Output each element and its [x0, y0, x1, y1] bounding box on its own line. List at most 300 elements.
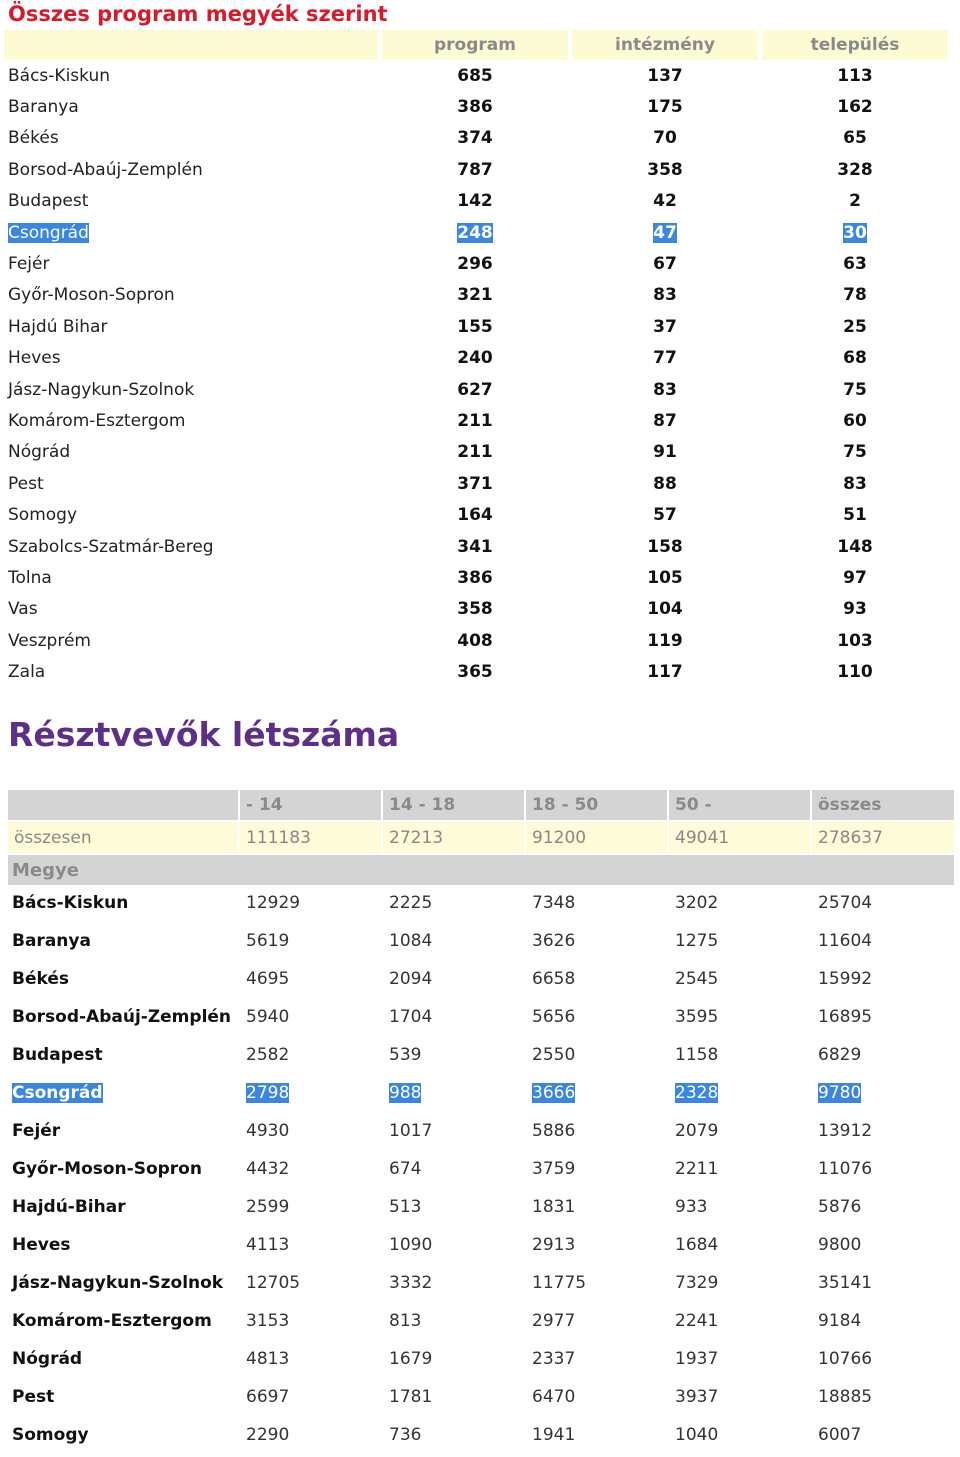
header-total: összes: [812, 790, 954, 820]
value-cell: [669, 1115, 810, 1151]
value-cell: [382, 531, 568, 562]
table-row: [4, 123, 948, 154]
value-cell: [572, 343, 758, 374]
cell-value: 15992: [818, 969, 873, 989]
cell-value: 6658: [532, 969, 576, 989]
cell-value: 513: [389, 1197, 422, 1217]
cell-value: 16895: [818, 1007, 873, 1027]
value-cell: [382, 405, 568, 436]
value-cell: [669, 887, 810, 923]
county-name: Tolna: [8, 567, 52, 588]
table-row: [4, 594, 948, 625]
county-name: Fejér: [8, 254, 50, 275]
cell-value: 2550: [532, 1045, 576, 1065]
cell-value: 371: [457, 473, 493, 494]
cell-value: 12929: [246, 893, 301, 913]
cell-value: 11775: [532, 1273, 587, 1293]
value-cell: [240, 1077, 381, 1113]
value-cell: [812, 1153, 954, 1189]
cell-value: 11076: [818, 1159, 873, 1179]
value-cell: [382, 594, 568, 625]
cell-value: 25: [843, 316, 867, 337]
table-row: [8, 1229, 954, 1265]
value-cell: [382, 311, 568, 342]
cell-value: 137: [647, 65, 683, 86]
cell-value: 2328: [675, 1083, 719, 1103]
county-cell: [4, 531, 378, 562]
cell-value: 2913: [532, 1235, 576, 1255]
cell-value: 321: [457, 285, 493, 306]
value-cell: [669, 1039, 810, 1075]
value-cell: [762, 154, 948, 185]
totals-row: [8, 822, 954, 853]
cell-value: 1158: [675, 1045, 719, 1065]
value-cell: [762, 343, 948, 374]
table-row: [4, 91, 948, 122]
cell-value: 787: [457, 159, 493, 180]
cell-value: 42: [653, 191, 677, 212]
county-name: Budapest: [8, 191, 89, 212]
value-cell: [812, 925, 954, 961]
cell-value: 539: [389, 1045, 422, 1065]
totals-value: 91200: [526, 822, 667, 853]
cell-value: 2225: [389, 893, 433, 913]
cell-value: 248: [457, 222, 493, 243]
value-cell: [382, 154, 568, 185]
cell-value: 5619: [246, 931, 290, 951]
value-cell: [382, 248, 568, 279]
county-cell: [8, 1001, 238, 1037]
county-name: Győr-Moson-Sopron: [8, 285, 175, 306]
county-name: Borsod-Abaúj-Zemplén: [8, 159, 203, 180]
value-cell: [762, 468, 948, 499]
value-cell: [240, 1001, 381, 1037]
cell-value: 93: [843, 599, 867, 620]
value-cell: [383, 1419, 524, 1455]
value-cell: [812, 1229, 954, 1265]
county-group-row: [8, 855, 954, 885]
value-cell: [383, 887, 524, 923]
county-cell: [8, 1229, 238, 1265]
value-cell: [812, 1039, 954, 1075]
table-row: [4, 374, 948, 405]
cell-value: 5886: [532, 1121, 576, 1141]
cell-value: 4113: [246, 1235, 290, 1255]
cell-value: 37: [653, 316, 677, 337]
cell-value: 813: [389, 1311, 422, 1331]
value-cell: [572, 186, 758, 217]
county-cell: [8, 1305, 238, 1341]
table-row: [8, 1267, 954, 1303]
cell-value: 6829: [818, 1045, 862, 1065]
value-cell: [526, 1343, 667, 1379]
value-cell: [240, 1305, 381, 1341]
header-age-14-18: 14 - 18: [383, 790, 524, 820]
value-cell: [526, 887, 667, 923]
county-name: Heves: [8, 348, 61, 369]
cell-value: 6470: [532, 1387, 576, 1407]
value-cell: [572, 248, 758, 279]
value-cell: [572, 280, 758, 311]
county-cell: [8, 1039, 238, 1075]
cell-value: 104: [647, 599, 683, 620]
county-cell: [4, 60, 378, 91]
county-name: Jász-Nagykun-Szolnok: [12, 1273, 224, 1293]
cell-value: 68: [843, 348, 867, 369]
county-cell: [8, 925, 238, 961]
value-cell: [762, 405, 948, 436]
value-cell: [669, 1381, 810, 1417]
cell-value: 4930: [246, 1121, 290, 1141]
value-cell: [383, 925, 524, 961]
value-cell: [812, 1077, 954, 1113]
value-cell: [762, 531, 948, 562]
value-cell: [669, 1077, 810, 1113]
totals-value: 49041: [669, 822, 810, 853]
table-row: [4, 405, 948, 436]
cell-value: 4432: [246, 1159, 290, 1179]
table-row: [4, 531, 948, 562]
value-cell: [240, 1343, 381, 1379]
cell-value: 3153: [246, 1311, 290, 1331]
county-cell: [4, 499, 378, 530]
value-cell: [762, 217, 948, 248]
cell-value: 70: [653, 128, 677, 149]
value-cell: [240, 1267, 381, 1303]
cell-value: 240: [457, 348, 493, 369]
header-blank: [8, 790, 238, 820]
cell-value: 6007: [818, 1425, 862, 1445]
cell-value: 3759: [532, 1159, 576, 1179]
value-cell: [669, 1267, 810, 1303]
cell-value: 148: [837, 536, 873, 557]
table-row: [4, 625, 948, 656]
county-name: Csongrád: [8, 222, 89, 243]
cell-value: 10766: [818, 1349, 873, 1369]
header-age-18-50: 18 - 50: [526, 790, 667, 820]
cell-value: 9800: [818, 1235, 862, 1255]
cell-value: 83: [653, 379, 677, 400]
value-cell: [526, 1305, 667, 1341]
table-row: [4, 311, 948, 342]
county-name: Csongrád: [12, 1083, 103, 1103]
value-cell: [812, 1305, 954, 1341]
cell-value: 4813: [246, 1349, 290, 1369]
cell-value: 1937: [675, 1349, 719, 1369]
county-cell: [4, 374, 378, 405]
value-cell: [572, 531, 758, 562]
table-row: [8, 887, 954, 923]
county-cell: [8, 1419, 238, 1455]
totals-label: összesen: [8, 822, 238, 853]
table-row: [4, 437, 948, 468]
header-county: [4, 30, 378, 60]
cell-value: 5940: [246, 1007, 290, 1027]
table-row: [4, 656, 948, 687]
value-cell: [240, 963, 381, 999]
cell-value: 211: [457, 410, 493, 431]
cell-value: 296: [457, 254, 493, 275]
value-cell: [669, 1191, 810, 1227]
county-cell: [4, 154, 378, 185]
cell-value: 2582: [246, 1045, 290, 1065]
value-cell: [240, 887, 381, 923]
cell-value: 3332: [389, 1273, 433, 1293]
cell-value: 2337: [532, 1349, 576, 1369]
cell-value: 158: [647, 536, 683, 557]
totals-value: 278637: [812, 822, 954, 853]
cell-value: 1084: [389, 931, 433, 951]
value-cell: [382, 280, 568, 311]
county-name: Baranya: [8, 97, 79, 118]
county-name: Békés: [8, 128, 59, 149]
county-name: Somogy: [12, 1425, 89, 1445]
county-cell: [4, 343, 378, 374]
county-cell: [8, 887, 238, 923]
table-row: [8, 1001, 954, 1037]
value-cell: [383, 1115, 524, 1151]
cell-value: 83: [843, 473, 867, 494]
cell-value: 113: [837, 65, 873, 86]
county-name: Komárom-Esztergom: [12, 1311, 212, 1331]
totals-value: 27213: [383, 822, 524, 853]
county-name: Hajdú Bihar: [8, 316, 108, 337]
cell-value: 1040: [675, 1425, 719, 1445]
value-cell: [526, 1077, 667, 1113]
cell-value: 2599: [246, 1197, 290, 1217]
value-cell: [526, 1267, 667, 1303]
value-cell: [572, 217, 758, 248]
cell-value: 35141: [818, 1273, 873, 1293]
cell-value: 9780: [818, 1083, 862, 1103]
cell-value: 627: [457, 379, 493, 400]
value-cell: [669, 1229, 810, 1265]
programs-header-row: [4, 30, 948, 60]
county-name: Baranya: [12, 931, 91, 951]
cell-value: 119: [647, 630, 683, 651]
cell-value: 1090: [389, 1235, 433, 1255]
table-row: [8, 1191, 954, 1227]
value-cell: [572, 594, 758, 625]
county-name: Bács-Kiskun: [8, 65, 111, 86]
county-name: Fejér: [12, 1121, 61, 1141]
cell-value: 5876: [818, 1197, 862, 1217]
value-cell: [669, 963, 810, 999]
cell-value: 3595: [675, 1007, 719, 1027]
cell-value: 175: [647, 97, 683, 118]
cell-value: 57: [653, 505, 677, 526]
county-name: Nógrád: [8, 442, 71, 463]
county-cell: [8, 1191, 238, 1227]
county-cell: [4, 437, 378, 468]
value-cell: [762, 656, 948, 687]
value-cell: [240, 1039, 381, 1075]
cell-value: 25704: [818, 893, 873, 913]
value-cell: [762, 625, 948, 656]
cell-value: 75: [843, 442, 867, 463]
county-name: Heves: [12, 1235, 71, 1255]
value-cell: [526, 1115, 667, 1151]
cell-value: 1781: [389, 1387, 433, 1407]
cell-value: 3626: [532, 931, 576, 951]
cell-value: 7348: [532, 893, 576, 913]
county-name: Komárom-Esztergom: [8, 410, 186, 431]
cell-value: 97: [843, 567, 867, 588]
cell-value: 2079: [675, 1121, 719, 1141]
value-cell: [526, 1419, 667, 1455]
value-cell: [240, 1115, 381, 1151]
cell-value: 91: [653, 442, 677, 463]
cell-value: 328: [837, 159, 873, 180]
county-cell: [4, 594, 378, 625]
county-cell: [4, 562, 378, 593]
cell-value: 933: [675, 1197, 708, 1217]
value-cell: [812, 1001, 954, 1037]
participants-count-title: Résztvevők létszáma: [8, 715, 400, 754]
cell-value: 155: [457, 316, 493, 337]
cell-value: 1017: [389, 1121, 433, 1141]
value-cell: [812, 887, 954, 923]
table-row: [4, 343, 948, 374]
table-row: [4, 468, 948, 499]
value-cell: [383, 1077, 524, 1113]
cell-value: 1275: [675, 931, 719, 951]
value-cell: [240, 925, 381, 961]
cell-value: 2798: [246, 1083, 290, 1103]
county-name: Hajdú-Bihar: [12, 1197, 126, 1217]
table-row: [4, 280, 948, 311]
value-cell: [572, 468, 758, 499]
programs-by-county-title: Összes program megyék szerint: [8, 2, 388, 26]
table-row: [8, 1115, 954, 1151]
cell-value: 105: [647, 567, 683, 588]
participants-header-row: [8, 790, 954, 820]
value-cell: [762, 311, 948, 342]
value-cell: [382, 60, 568, 91]
value-cell: [762, 437, 948, 468]
value-cell: [382, 186, 568, 217]
cell-value: 685: [457, 65, 493, 86]
value-cell: [526, 1153, 667, 1189]
cell-value: 1941: [532, 1425, 576, 1445]
cell-value: 12705: [246, 1273, 301, 1293]
table-row: [8, 1039, 954, 1075]
cell-value: 988: [389, 1083, 422, 1103]
cell-value: 386: [457, 567, 493, 588]
county-name: Pest: [8, 473, 44, 494]
table-row: [4, 186, 948, 217]
cell-value: 51: [843, 505, 867, 526]
cell-value: 7329: [675, 1273, 719, 1293]
totals-value: 111183: [240, 822, 381, 853]
county-name: Békés: [12, 969, 69, 989]
value-cell: [812, 1381, 954, 1417]
value-cell: [572, 154, 758, 185]
cell-value: 65: [843, 128, 867, 149]
county-cell: [4, 91, 378, 122]
value-cell: [572, 374, 758, 405]
table-row: [8, 1343, 954, 1379]
cell-value: 2211: [675, 1159, 719, 1179]
value-cell: [382, 468, 568, 499]
cell-value: 341: [457, 536, 493, 557]
cell-value: 2094: [389, 969, 433, 989]
county-cell: [4, 405, 378, 436]
value-cell: [383, 1039, 524, 1075]
value-cell: [383, 963, 524, 999]
county-cell: [4, 217, 378, 248]
value-cell: [382, 562, 568, 593]
value-cell: [572, 656, 758, 687]
cell-value: 83: [653, 285, 677, 306]
programs-by-county-table: [0, 30, 952, 688]
cell-value: 1679: [389, 1349, 433, 1369]
value-cell: [669, 925, 810, 961]
cell-value: 162: [837, 97, 873, 118]
table-row: [4, 60, 948, 91]
value-cell: [762, 499, 948, 530]
value-cell: [762, 186, 948, 217]
value-cell: [572, 311, 758, 342]
value-cell: [669, 1343, 810, 1379]
value-cell: [526, 963, 667, 999]
value-cell: [762, 91, 948, 122]
county-cell: [4, 468, 378, 499]
value-cell: [812, 1267, 954, 1303]
value-cell: [572, 405, 758, 436]
cell-value: 211: [457, 442, 493, 463]
cell-value: 5656: [532, 1007, 576, 1027]
value-cell: [762, 123, 948, 154]
value-cell: [382, 374, 568, 405]
cell-value: 30: [843, 222, 867, 243]
cell-value: 3937: [675, 1387, 719, 1407]
cell-value: 674: [389, 1159, 422, 1179]
table-row: [4, 248, 948, 279]
value-cell: [383, 1381, 524, 1417]
value-cell: [382, 91, 568, 122]
value-cell: [382, 217, 568, 248]
header-program: program: [382, 30, 568, 60]
cell-value: 2290: [246, 1425, 290, 1445]
cell-value: 13912: [818, 1121, 873, 1141]
value-cell: [812, 1419, 954, 1455]
value-cell: [240, 1381, 381, 1417]
cell-value: 60: [843, 410, 867, 431]
value-cell: [382, 437, 568, 468]
value-cell: [762, 280, 948, 311]
cell-value: 408: [457, 630, 493, 651]
county-cell: [4, 280, 378, 311]
value-cell: [572, 60, 758, 91]
value-cell: [382, 656, 568, 687]
county-name: Bács-Kiskun: [12, 893, 129, 913]
cell-value: 2977: [532, 1311, 576, 1331]
county-name: Pest: [12, 1387, 55, 1407]
cell-value: 386: [457, 97, 493, 118]
county-cell: [4, 186, 378, 217]
cell-value: 4695: [246, 969, 290, 989]
header-age-over-50: 50 -: [669, 790, 810, 820]
county-name: Borsod-Abaúj-Zemplén: [12, 1007, 232, 1027]
cell-value: 117: [647, 662, 683, 683]
cell-value: 103: [837, 630, 873, 651]
value-cell: [383, 1343, 524, 1379]
value-cell: [812, 1343, 954, 1379]
county-cell: [4, 123, 378, 154]
county-name: Zala: [8, 662, 46, 683]
cell-value: 2241: [675, 1311, 719, 1331]
